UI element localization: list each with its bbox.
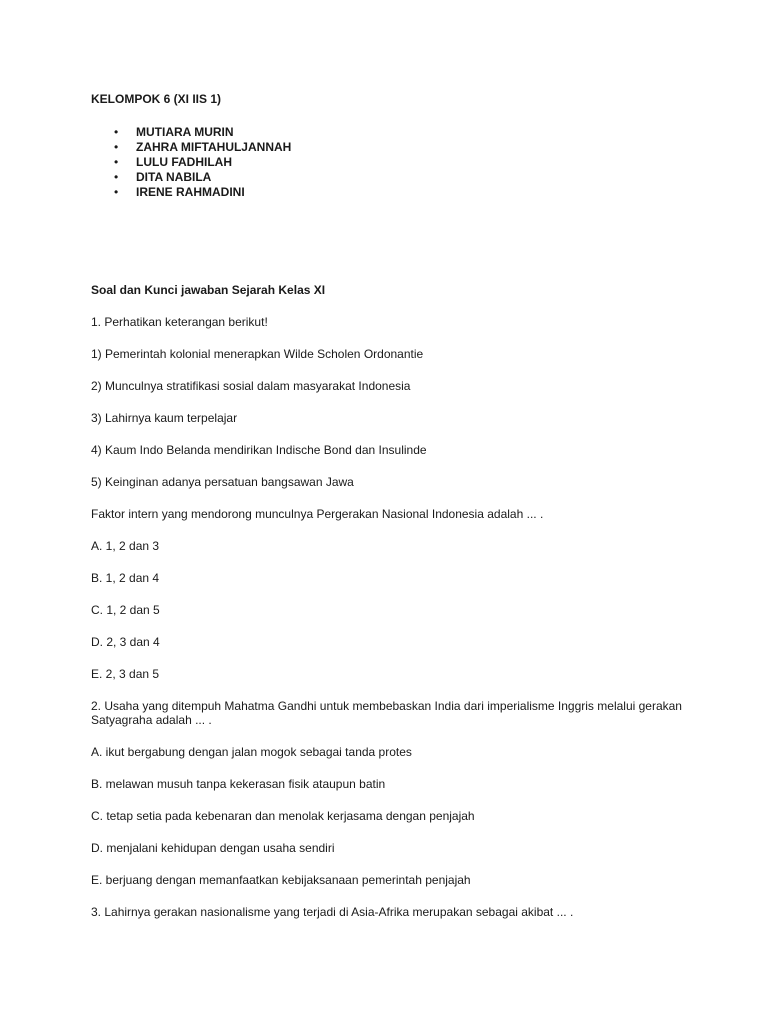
bullet-icon: • [114,140,119,154]
bullet-icon: • [114,185,119,199]
q2-option: A. ikut bergabung dengan jalan mogok sebagai tanda protes [91,745,412,759]
q1-option: A. 1, 2 dan 3 [91,539,160,553]
member-name: DITA NABILA [136,170,212,184]
q1-option: C. 1, 2 dan 5 [91,603,160,617]
bullet-icon: • [114,155,119,169]
q2-question-line1: 2. Usaha yang ditempuh Mahatma Gandhi untuk membebaskan India dari imperialisme Inggris melalui gerakan [91,699,682,713]
q1-question: Faktor intern yang mendorong munculnya Pergerakan Nasional Indonesia adalah ... . [91,507,544,521]
member-list [91,125,291,200]
q1-option: D. 2, 3 dan 4 [91,635,160,649]
member-name: LULU FADHILAH [136,155,232,169]
member-name: IRENE RAHMADINI [136,185,245,199]
q3-question: 3. Lahirnya gerakan nasionalisme yang terjadi di Asia-Afrika merupakan sebagai akibat ... . [91,905,574,919]
q1-item: 4) Kaum Indo Belanda mendirikan Indische Bond dan Insulinde [91,443,427,457]
list-item [91,140,291,155]
q2-question-line2: Satyagraha adalah ... . [91,713,212,727]
section-title: Soal dan Kunci jawaban Sejarah Kelas XI [91,283,326,297]
q1-item: 2) Munculnya stratifikasi sosial dalam masyarakat Indonesia [91,379,411,393]
question-content [91,315,711,919]
q2-option: C. tetap setia pada kebenaran dan menolak kerjasama dengan penjajah [91,809,475,823]
bullet-icon: • [114,125,119,139]
q1-item: 3) Lahirnya kaum terpelajar [91,411,238,425]
q1-option: B. 1, 2 dan 4 [91,571,160,585]
member-name: ZAHRA MIFTAHULJANNAH [136,140,292,154]
list-item [91,170,291,185]
q1-option: E. 2, 3 dan 5 [91,667,160,681]
q2-option: D. menjalani kehidupan dengan usaha sendiri [91,841,335,855]
q2-option: B. melawan musuh tanpa kekerasan fisik ataupun batin [91,777,386,791]
bullet-icon: • [114,170,119,184]
q2-option: E. berjuang dengan memanfaatkan kebijaksanaan pemerintah penjajah [91,873,471,887]
member-name: MUTIARA MURIN [136,125,234,139]
q1-prompt: 1. Perhatikan keterangan berikut! [91,315,268,329]
q1-item: 1) Pemerintah kolonial menerapkan Wilde Scholen Ordonantie [91,347,424,361]
q1-item: 5) Keinginan adanya persatuan bangsawan Jawa [91,475,354,489]
list-item [91,155,291,170]
list-item [91,125,291,140]
list-item [91,185,291,200]
group-heading: KELOMPOK 6 (XI IIS 1) [91,92,222,106]
